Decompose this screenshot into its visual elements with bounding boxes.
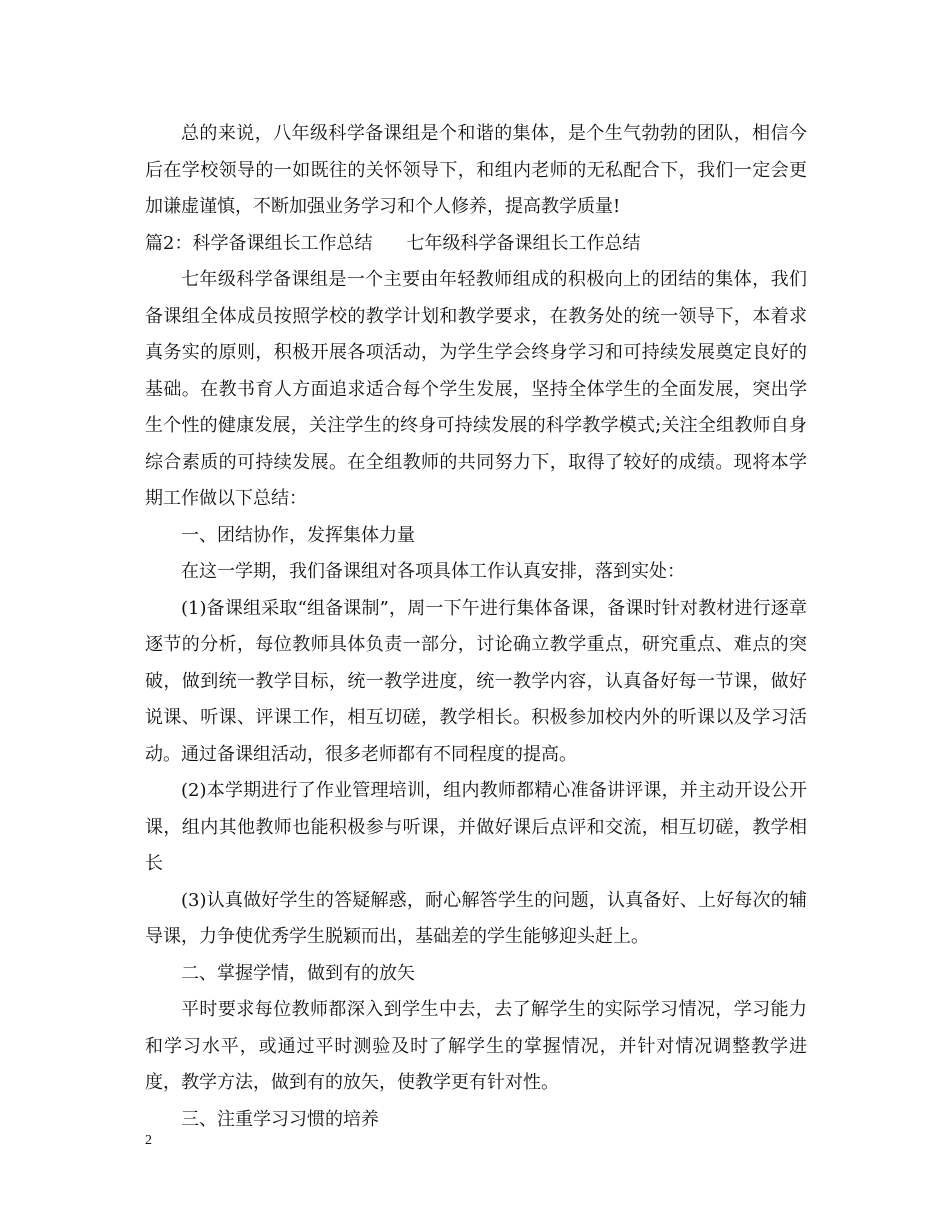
list-item-1: (1)备课组采取“组备课制”，周一下午进行集体备课，备课时针对教材进行逐章逐节的分析，每位教师具体负责一部分，讨论确立教学重点，研究重点、难点的突破，做到统一教学目标，统一教学进度，统一教学内容，认真备好每一节课，做好说课、听课、评课工作，相互切磋，教学相长。积极参加校内外的听课以及学习活动。通过备课组活动，很多老师都有不同程度的提高。 (145, 597, 807, 765)
paragraph-section-2: 平时要求每位教师都深入到学生中去，去了解学生的实际学习情况，学习能力和学习水平，或通过平时测验及时了解学生的掌握情况，并针对情况调整教学进度，教学方法，做到有的放矢，使教学更有针对性。 (145, 999, 807, 1093)
list-item-3: (3)认真做好学生的答疑解惑，耐心解答学生的问题，认真备好、上好每次的辅导课，力争使优秀学生脱颖而出，基础差的学生能够迎头赶上。 (145, 889, 807, 947)
article-title: 七年级科学备课组长工作总结 (406, 232, 641, 254)
document-body (145, 116, 807, 1138)
list-item-2: (2)本学期进行了作业管理培训，组内教师都精心准备讲评课，并主动开设公开课，组内其他教师也能积极参与听课，并做好课后点评和交流，相互切磋，教学相长 (145, 780, 807, 874)
section-heading-3: 三、注重学习习惯的培养 (181, 1108, 379, 1130)
paragraph-section-1-intro: 在这一学期，我们备课组对各项具体工作认真安排，落到实处： (181, 561, 685, 582)
article-heading (145, 226, 807, 263)
paragraph-intro: 七年级科学备课组是一个主要由年轻教师组成的积极向上的团结的集体，我们备课组全体成员按照学校的教学计划和教学要求，在教务处的统一领导下，本着求真务实的原则，积极开展各项活动，为学生学会终身学习和可持续发展奠定良好的基础。在教书育人方面追求适合每个学生发展，坚持全体学生的全面发展，突出学生个性的健康发展，关注学生的终身可持续发展的科学教学模式;关注全组教师自身综合素质的可持续发展。在全组教师的共同努力下，取得了较好的成绩。现将本学期工作做以下总结： (145, 269, 807, 509)
section-heading-2: 二、掌握学情，做到有的放矢 (181, 962, 415, 984)
section-heading-1: 一、团结协作，发挥集体力量 (181, 524, 415, 546)
paragraph-summary: 总的来说，八年级科学备课组是个和谐的集体，是个生气勃勃的团队，相信今后在学校领导的一如既往的关怀领导下，和组内老师的无私配合下，我们一定会更加谦虚谨慎，不断加强业务学习和个人修养，提高教学质量! (145, 123, 807, 217)
article-part-label: 篇2：科学备课组长工作总结 (145, 232, 373, 254)
page-number: 2 (145, 1133, 152, 1148)
